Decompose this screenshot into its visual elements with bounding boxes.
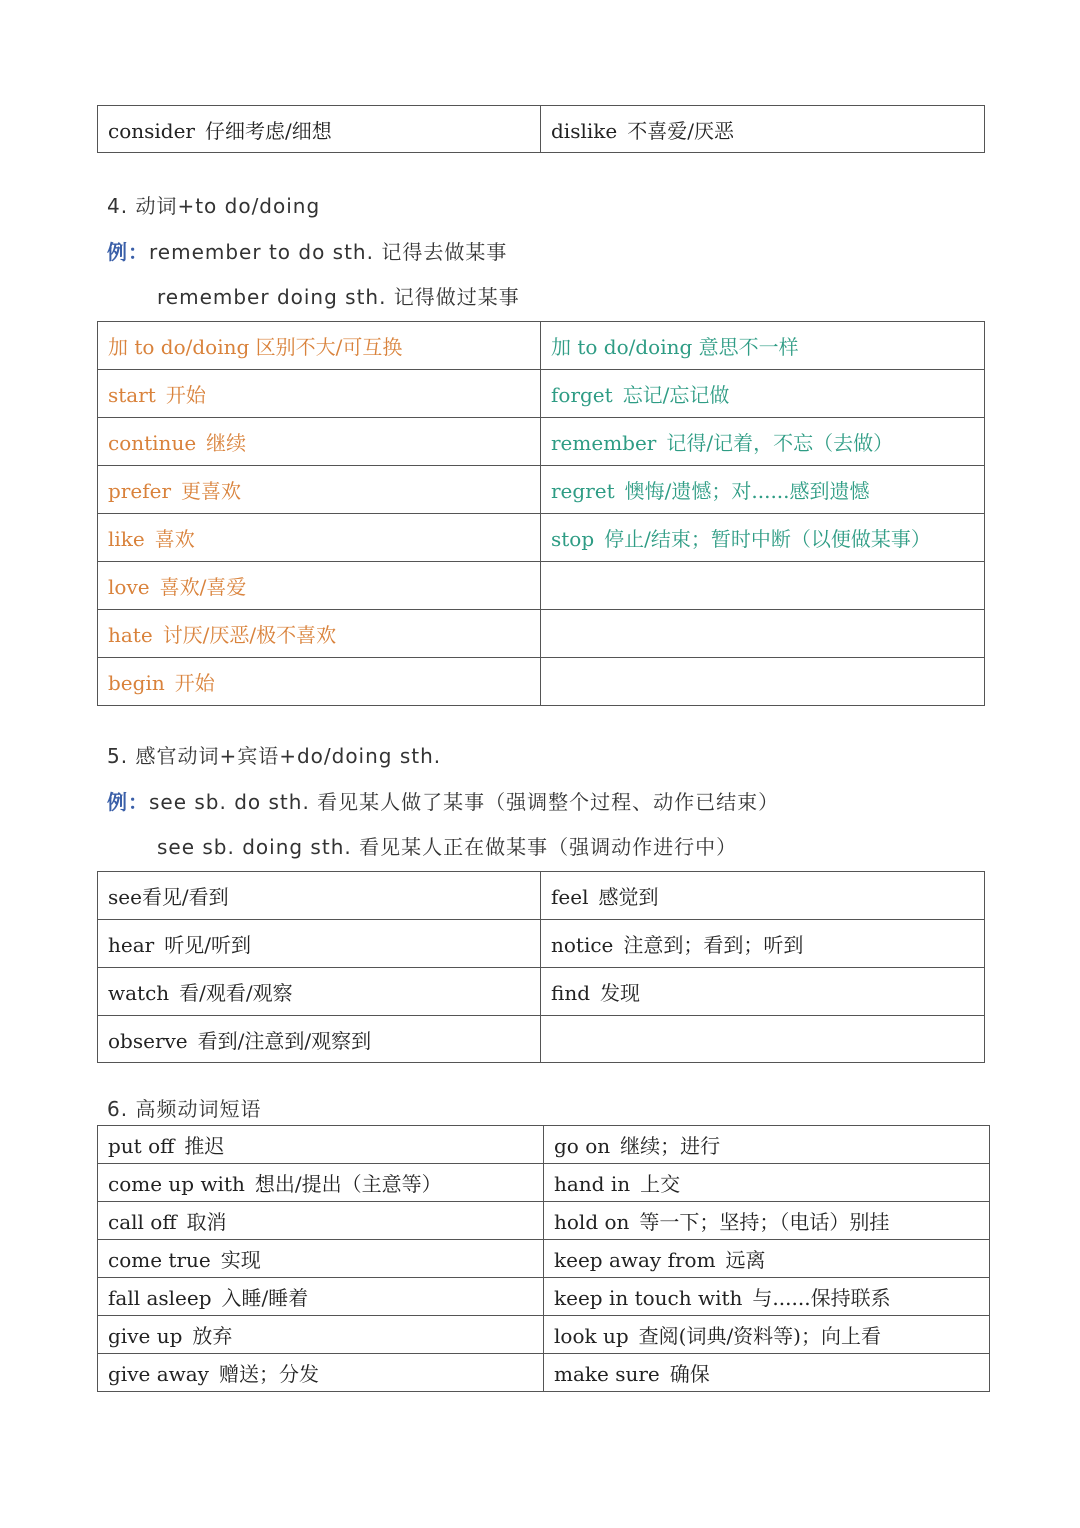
table-cell: give up 放弃 (98, 1316, 544, 1354)
table-cell: fall asleep 入睡/睡着 (98, 1278, 544, 1316)
table-cell: keep away from 远离 (544, 1240, 990, 1278)
example-line: remember doing sth. 记得做过某事 (157, 285, 520, 309)
table-row (98, 562, 985, 610)
table-cell: consider 仔细考虑/细想 (98, 106, 541, 153)
table-cell (541, 1016, 985, 1063)
section-heading-4: 4. 动词+to do/doing (107, 194, 321, 218)
section-heading-5: 5. 感官动词+宾语+do/doing sth. (107, 744, 442, 768)
table-cell: love 喜欢/喜爱 (98, 562, 541, 610)
table-header-row (98, 322, 985, 370)
table-row (98, 514, 985, 562)
table-cell: observe 看到/注意到/观察到 (98, 1016, 541, 1063)
table-row (98, 1126, 990, 1164)
table-cell: hold on 等一下；坚持；（电话）别挂 (544, 1202, 990, 1240)
table-cell: look up 查阅(词典/资料等)；向上看 (544, 1316, 990, 1354)
table-cell: feel 感觉到 (541, 872, 985, 920)
table-cell: hand in 上交 (544, 1164, 990, 1202)
table-cell: begin 开始 (98, 658, 541, 706)
example-line: see sb. doing sth. 看见某人正在做某事（强调动作进行中） (157, 835, 738, 859)
example-line: 例：remember to do sth. 记得去做某事 (107, 240, 508, 264)
table-row (98, 872, 985, 920)
table-cell: start 开始 (98, 370, 541, 418)
table-cell: go on 继续；进行 (544, 1126, 990, 1164)
table-cell: call off 取消 (98, 1202, 544, 1240)
table-row (98, 968, 985, 1016)
table-row (98, 1354, 990, 1392)
table-row (98, 1240, 990, 1278)
verb-phrases-table (97, 1125, 990, 1392)
table-row (98, 466, 985, 514)
table-cell (541, 610, 985, 658)
table-header-right: 加 to do/doing 意思不一样 (541, 322, 985, 370)
vocab-table-top (97, 105, 985, 153)
table-row (98, 370, 985, 418)
table-cell (541, 562, 985, 610)
table-cell: hear 听见/听到 (98, 920, 541, 968)
table-cell: like 喜欢 (98, 514, 541, 562)
example-line: 例：see sb. do sth. 看见某人做了某事（强调整个过程、动作已结束） (107, 790, 780, 814)
table-cell: make sure 确保 (544, 1354, 990, 1392)
table-cell: dislike 不喜爱/厌恶 (541, 106, 985, 153)
table-cell: forget 忘记/忘记做 (541, 370, 985, 418)
table-row (98, 106, 985, 153)
table-cell: remember 记得/记着，不忘（去做） (541, 418, 985, 466)
to-do-doing-table (97, 321, 985, 706)
table-row (98, 1202, 990, 1240)
table-cell: keep in touch with 与......保持联系 (544, 1278, 990, 1316)
table-row (98, 920, 985, 968)
table-cell: see看见/看到 (98, 872, 541, 920)
table-header-left: 加 to do/doing 区别不大/可互换 (98, 322, 541, 370)
table-row (98, 1164, 990, 1202)
table-cell: come true 实现 (98, 1240, 544, 1278)
table-row (98, 418, 985, 466)
table-row (98, 1278, 990, 1316)
table-cell (541, 658, 985, 706)
table-cell: stop 停止/结束；暂时中断（以便做某事） (541, 514, 985, 562)
table-row (98, 1316, 990, 1354)
table-cell: find 发现 (541, 968, 985, 1016)
table-cell: give away 赠送；分发 (98, 1354, 544, 1392)
table-cell: notice 注意到；看到；听到 (541, 920, 985, 968)
table-cell: come up with 想出/提出（主意等） (98, 1164, 544, 1202)
example-label: 例： (107, 790, 149, 814)
table-row (98, 610, 985, 658)
example-label: 例： (107, 240, 149, 264)
table-cell: continue 继续 (98, 418, 541, 466)
table-cell: regret 懊悔/遗憾；对......感到遗憾 (541, 466, 985, 514)
table-row (98, 658, 985, 706)
table-row (98, 1016, 985, 1063)
section-heading-6: 6. 高频动词短语 (107, 1097, 262, 1121)
table-cell: hate 讨厌/厌恶/极不喜欢 (98, 610, 541, 658)
table-cell: put off 推迟 (98, 1126, 544, 1164)
table-cell: prefer 更喜欢 (98, 466, 541, 514)
table-cell: watch 看/观看/观察 (98, 968, 541, 1016)
sense-verbs-table (97, 871, 985, 1063)
